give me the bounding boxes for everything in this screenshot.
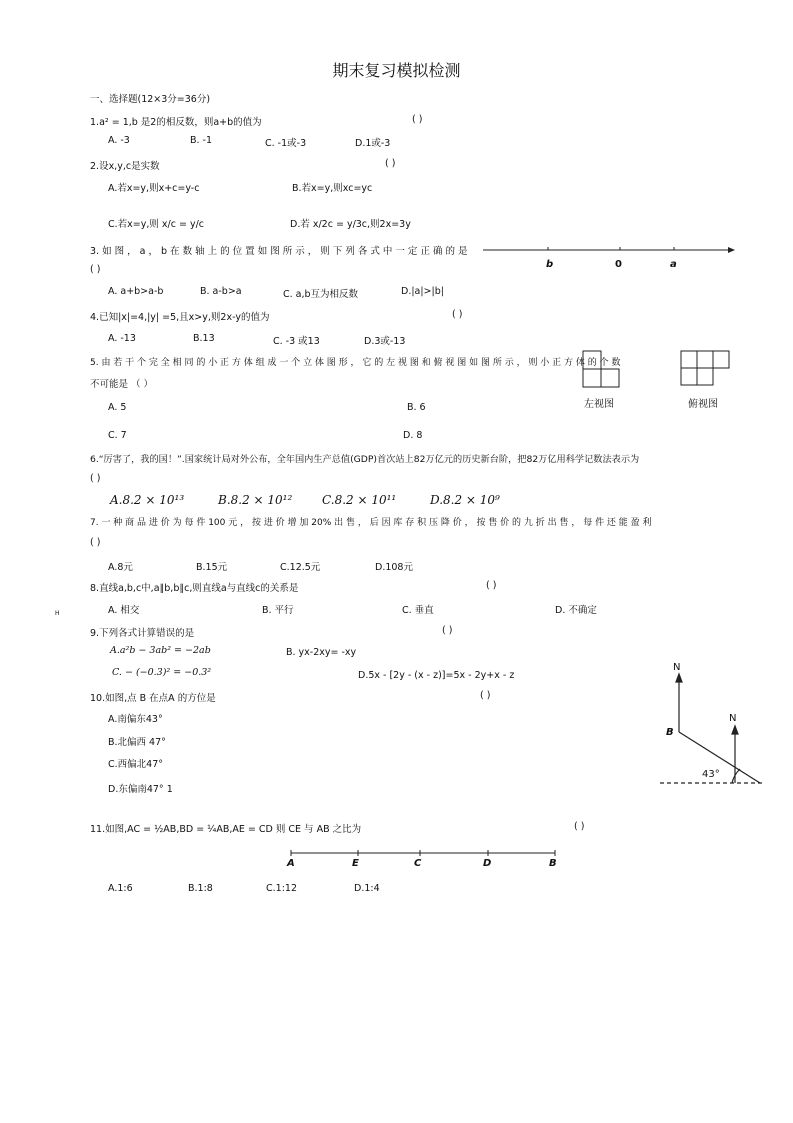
q9-text: 9.下列各式计算错误的是 <box>90 628 195 639</box>
q11-option-a: A.1:6 <box>108 883 133 894</box>
left-view-caption: 左视图 <box>584 399 614 410</box>
q10-option-a: A.南偏东43° <box>108 714 163 725</box>
q11-option-c: C.1:12 <box>266 883 297 894</box>
q2-option-d: D.若 x/2c = y/3c,则2x=3y <box>290 219 411 230</box>
q6-option-d: D.8.2 × 10⁹ <box>430 493 500 507</box>
section-heading: 一、选择题(12×3分=36分) <box>90 94 211 105</box>
q7-option-d: D.108元 <box>375 562 413 573</box>
angle-label: 43° <box>702 769 720 780</box>
q10-option-c: C.西偏北47° <box>108 759 163 770</box>
q5-text-line2: 不可能是 （ ） <box>90 379 154 390</box>
q5-option-a: A. 5 <box>108 402 127 413</box>
q2-text: 2.设x,y,c是实数 <box>90 161 160 172</box>
north-label-1: N <box>673 662 681 673</box>
q10-paren: ( ) <box>480 690 491 701</box>
top-view-figure <box>681 351 729 385</box>
q1-option-b: B. -1 <box>190 135 213 146</box>
q2-option-c: C.若x=y,则 x/c = y/c <box>108 219 204 230</box>
number-line <box>483 247 735 253</box>
q3-option-a: A. a+b>a-b <box>108 286 164 297</box>
stray-mark: H <box>55 610 60 617</box>
q2-option-b: B.若x=y,则xc=yc <box>292 183 373 194</box>
q11-option-b: B.1:8 <box>188 883 213 894</box>
q9-option-c: C. − (−0.3)² = −0.3² <box>112 667 212 678</box>
q7-option-a: A.8元 <box>108 562 133 573</box>
q4-option-b: B.13 <box>193 333 215 344</box>
q4-option-d: D.3或-13 <box>364 336 406 347</box>
segment-point-c: C <box>414 858 422 869</box>
q5-option-b: B. 6 <box>407 402 426 413</box>
q4-option-c: C. -3 或13 <box>273 336 320 347</box>
q6-option-c: C.8.2 × 10¹¹ <box>322 493 397 507</box>
north-label-2: N <box>729 713 737 724</box>
q8-text: 8.直线a,b,c中,a∥b,b∥c,则直线a与直线c的关系是 <box>90 583 299 594</box>
q3-option-c: C. a,b互为相反数 <box>283 289 359 300</box>
q6-option-a: A.8.2 × 10¹³ <box>110 493 185 507</box>
q8-option-d: D. 不确定 <box>555 605 597 616</box>
q10-option-b: B.北偏西 47° <box>108 737 166 748</box>
q6-option-b: B.8.2 × 10¹² <box>218 493 293 507</box>
q3-option-b: B. a-b>a <box>200 286 242 297</box>
q8-option-a: A. 相交 <box>108 605 140 616</box>
q9-option-d: D.5x - [2y - (x - z)]=5x - 2y+x - z <box>358 670 515 681</box>
q10-option-d: D.东偏南47° 1 <box>108 784 173 795</box>
q2-paren: ( ) <box>385 158 396 169</box>
q1-option-c: C. -1或-3 <box>265 138 307 149</box>
q6-paren: ( ) <box>90 473 101 484</box>
q3-text: 3. 如 图 ， a ， b 在 数 轴 上 的 位 置 如 图 所 示 ， 则 下 列 各 式 中 一 定 正 确 的 是 <box>90 246 468 257</box>
q7-option-b: B.15元 <box>196 562 228 573</box>
q8-option-b: B. 平行 <box>262 605 294 616</box>
q4-paren: ( ) <box>452 309 463 320</box>
q1-text: 1.a² = 1,b 是2的相反数，则a+b的值为 <box>90 117 262 128</box>
top-view-caption: 俯视图 <box>688 399 718 410</box>
q10-text: 10.如图,点 B 在点A 的方位是 <box>90 693 216 704</box>
q9-option-a: A.a²b − 3ab² = −2ab <box>110 645 211 656</box>
q6-text: 6.“厉害了，我的国！”.国家统计局对外公布，全年国内生产总值(GDP)首次站上82万亿元的历史新台阶，把82万亿用科学记数法表示为 <box>90 454 640 465</box>
q11-option-d: D.1:4 <box>354 883 380 894</box>
q8-paren: ( ) <box>486 580 497 591</box>
q9-paren: ( ) <box>442 625 453 636</box>
q11-text: 11.如图,AC = ½AB,BD = ¼AB,AE = CD 则 CE 与 AB 之比为 <box>90 824 362 835</box>
segment-point-d: D <box>483 858 492 869</box>
q5-option-c: C. 7 <box>108 430 127 441</box>
segment-ab <box>291 850 555 856</box>
q9-option-b: B. yx-2xy= -xy <box>286 647 357 658</box>
q5-text-line1: 5. 由 若 干 个 完 全 相 同 的 小 正 方 体 组 成 一 个 立 体 图 形 ， 它 的 左 视 图 和 俯 视 图 如 图 所 示 ， 则 小 正 方 体 的 个 数 <box>90 358 621 368</box>
axis-label-a: a <box>670 259 677 270</box>
q1-option-a: A. -3 <box>108 135 130 146</box>
q1-paren: ( ) <box>412 114 423 125</box>
q8-option-c: C. 垂直 <box>402 605 434 616</box>
segment-point-a: A <box>287 858 295 869</box>
direction-figure <box>660 674 762 783</box>
q7-paren: ( ) <box>90 537 101 548</box>
q11-paren: ( ) <box>574 821 585 832</box>
q3-paren: ( ) <box>90 264 101 275</box>
q7-text: 7. 一 种 商 品 进 价 为 每 件 100 元 ， 按 进 价 增 加 20% 出 售 ， 后 因 库 存 积 压 降 价 ， 按 售 价 的 九 折 出 售 ， 每 件 还 能 盈 利 <box>90 518 652 528</box>
axis-label-0: 0 <box>615 259 622 270</box>
page-title: 期末复习模拟检测 <box>332 61 461 80</box>
q1-option-d: D.1或-3 <box>355 138 391 149</box>
q2-option-a: A.若x=y,则x+c=y-c <box>108 183 200 194</box>
axis-label-b: b <box>546 259 554 270</box>
q7-option-c: C.12.5元 <box>280 562 321 573</box>
q3-option-d: D.|a|>|b| <box>401 286 444 297</box>
point-b-label: B <box>666 727 674 738</box>
q5-option-d: D. 8 <box>403 430 423 441</box>
segment-point-b: B <box>549 858 557 869</box>
q4-option-a: A. -13 <box>108 333 136 344</box>
q4-text: 4.已知|x|=4,|y| =5,且x>y,则2x-y的值为 <box>90 312 270 323</box>
segment-point-e: E <box>352 858 359 869</box>
